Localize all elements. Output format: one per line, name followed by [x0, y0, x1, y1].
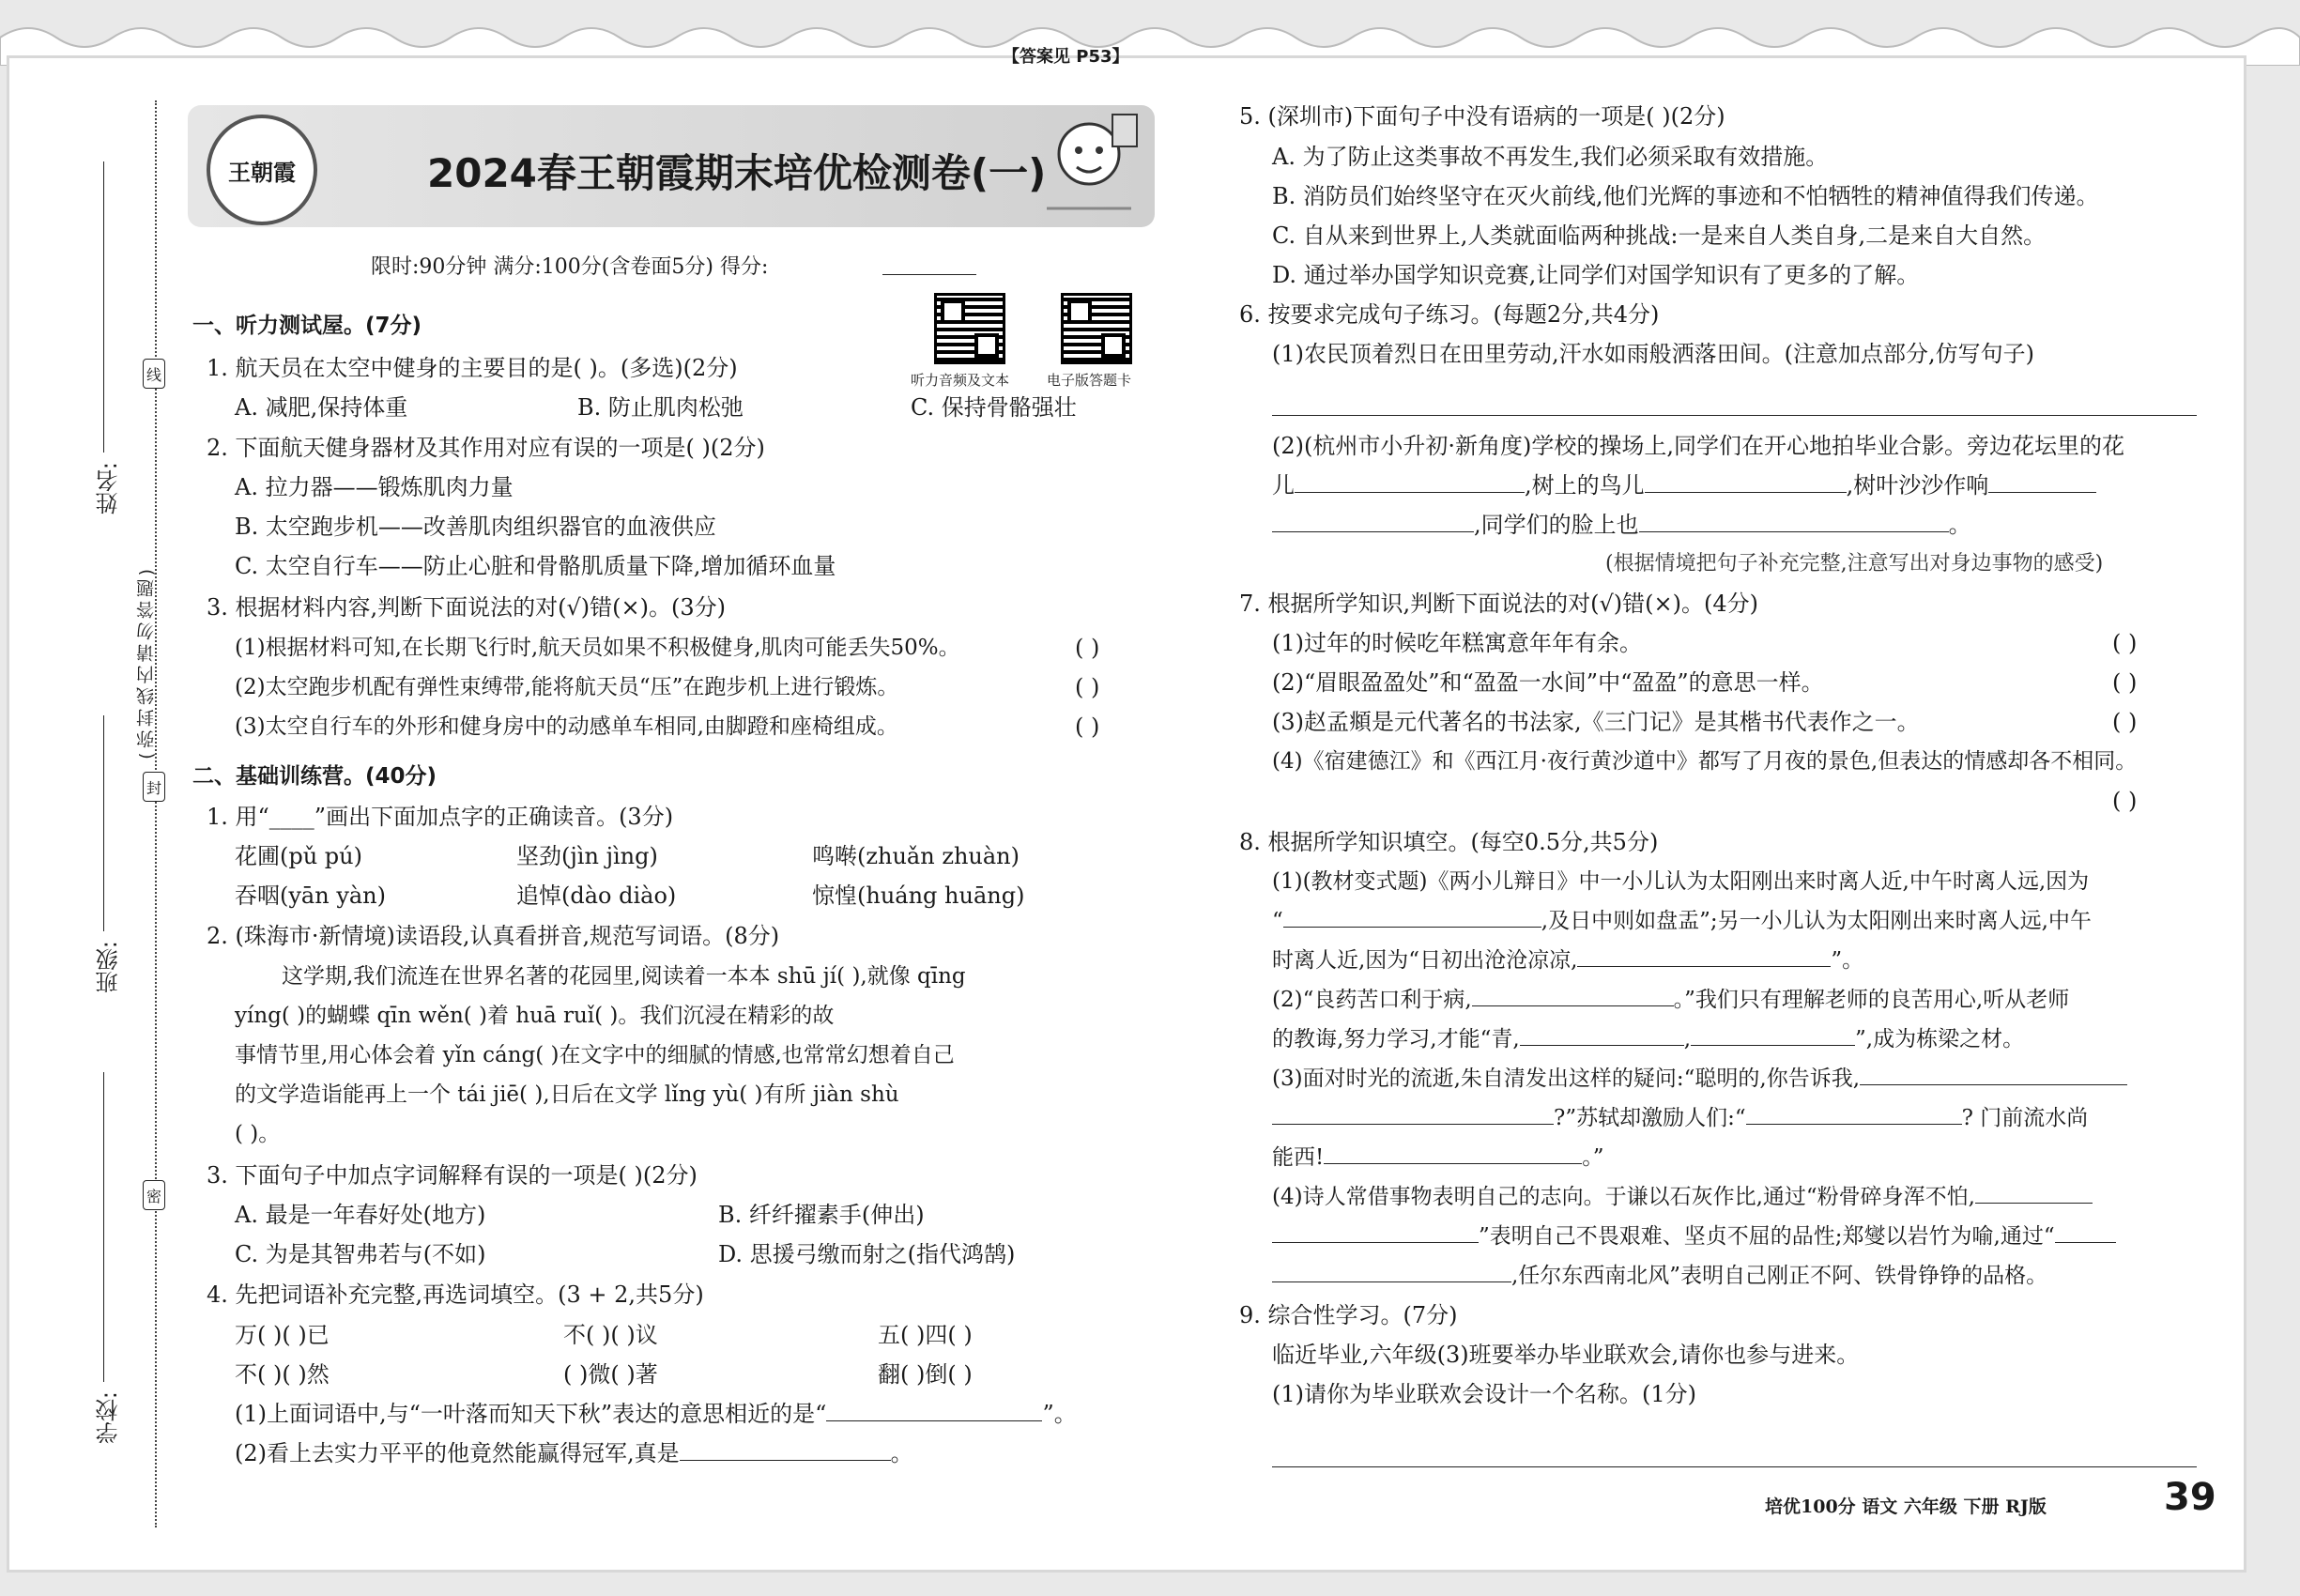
question-6: 6. 按要求完成句子练习。(每题2分,共4分): [1239, 301, 1660, 328]
seal-mark: 封: [143, 772, 165, 802]
q7-answer-4[interactable]: ( ): [2112, 788, 2138, 814]
q8-2-text-a: (2)“良药苦口利于病,: [1272, 988, 1472, 1012]
b4-sub-2-blank[interactable]: [680, 1437, 891, 1461]
b4-sub-1-text: (1)上面词语中,与“一叶落而知天下秋”表达的意思相近的是“: [235, 1401, 827, 1427]
q8-2-comma: ,: [1683, 1027, 1692, 1051]
b2-passage-line-1[interactable]: 这学期,我们流连在世界名著的花园里,阅读着一本本 shū jí( ),就像 qīng: [282, 964, 966, 989]
qr-code-audio[interactable]: [934, 293, 1005, 364]
q8-1-text-b: ,及日中则如盘盂”;另一小儿认为太阳刚出来时离人远,中午: [1541, 909, 2092, 933]
q6-flower-label: 儿: [1272, 472, 1295, 499]
q8-2-blank-b[interactable]: [1520, 1022, 1684, 1046]
section-2-title: 二、基础训练营。(40分): [192, 764, 437, 789]
question-7: 7. 根据所学知识,判断下面说法的对(√)错(×)。(4分): [1239, 591, 1759, 617]
b1-row1-b[interactable]: 坚劲(jìn jìng): [516, 843, 658, 869]
q8-sub-1-line-1: (1)(教材变式题)《两小儿辩日》中一小儿认为太阳刚出来时离人近,中午时离人远,因为: [1272, 869, 2090, 894]
q5-option-b[interactable]: B. 消防员们始终坚守在灭火前线,他们光辉的事迹和不怕牺牲的精神值得我们传递。: [1272, 183, 2099, 209]
qr-answer-card-label: 电子版答题卡: [1047, 372, 1132, 389]
q8-1-text-c-end: ”。: [1831, 948, 1864, 973]
q8-1-blank-a[interactable]: [1283, 904, 1541, 928]
q7-answer-2[interactable]: ( ): [2112, 669, 2138, 696]
q8-sub-4-line-1: [1272, 1178, 2093, 1216]
score-field[interactable]: [882, 274, 976, 275]
q8-sub-1-line-2: [1272, 902, 2092, 940]
b2-passage-line-5[interactable]: ( )。: [235, 1122, 281, 1146]
b2-passage-line-3[interactable]: 事情节里,用心体会着 yǐn cáng( )在文字中的细腻的情感,也常常幻想着自己: [235, 1043, 955, 1067]
q8-4-blank-c[interactable]: [2055, 1220, 2116, 1243]
q6-sub-2-hint: (根据情境把句子补充完整,注意写出对身边事物的感受): [1605, 552, 2104, 575]
b4-idiom-2[interactable]: 不( )( )议: [563, 1322, 658, 1348]
question-9: 9. 综合性学习。(7分): [1239, 1302, 1458, 1328]
b2-passage-line-2[interactable]: yíng( )的蝴蝶 qīn wěn( )着 huā ruǐ( )。我们沉浸在精彩的故: [235, 1004, 835, 1028]
page-number: 39: [2164, 1476, 2216, 1519]
q8-quote-open: “: [1272, 909, 1283, 933]
q6-leaf-blank[interactable]: [1988, 469, 2096, 493]
b4-idiom-3[interactable]: 五( )四( ): [878, 1322, 973, 1348]
q8-3-blank-d[interactable]: [1324, 1141, 1582, 1164]
q8-sub-4-line-2: [1272, 1218, 2116, 1255]
q8-3-text-c: ? 门前流水尚: [1961, 1106, 2089, 1130]
q8-3-text-b: ?”苏轼却激励人们:“: [1554, 1106, 1746, 1130]
q8-sub-2-line-2: [1272, 1021, 2024, 1058]
q7-statement-4: (4)《宿建德江》和《西江月·夜行黄沙道中》都写了月夜的景色,但表达的情感却各不相同。: [1272, 749, 2138, 774]
b3-option-a[interactable]: A. 最是一年春好处(地方): [235, 1202, 486, 1228]
basic-question-3: 3. 下面句子中加点字词解释有误的一项是( )(2分): [207, 1162, 698, 1189]
question-5: 5. (深圳市)下面句子中没有语病的一项是( )(2分): [1239, 103, 1725, 130]
q8-3-blank-b[interactable]: [1272, 1101, 1554, 1125]
q8-sub-4-line-3: [1272, 1257, 2047, 1295]
q8-3-blank-c[interactable]: [1746, 1101, 1962, 1125]
q6-flower-blank[interactable]: [1295, 469, 1525, 493]
q3-statement-2: (2)太空跑步机配有弹性束缚带,能将航天员“压”在跑步机上进行锻炼。: [235, 675, 899, 699]
q1-option-b[interactable]: B. 防止肌肉松弛: [577, 394, 744, 421]
school-field[interactable]: [103, 1072, 104, 1382]
b4-sub-2: [235, 1435, 913, 1472]
basic-question-1: 1. 用“____”画出下面加点字的正确读音。(3分): [207, 804, 674, 830]
b1-row2-a[interactable]: 吞咽(yān yàn): [235, 882, 387, 909]
q8-2-text-b: 。”我们只有理解老师的良苦用心,听从老师: [1673, 988, 2070, 1012]
q8-sub-3-line-3: [1272, 1139, 1604, 1176]
mascot-illustration: [1028, 96, 1150, 218]
decorative-wave-border: [0, 0, 2300, 66]
q6-face-label: ,同学们的脸上也: [1474, 512, 1639, 538]
answer-reference: 【答案见 P53】: [1003, 47, 1129, 67]
footer-info: 培优100分 语文 六年级 下册 RJ版: [1765, 1496, 2047, 1517]
q6-sub-2-line-3: [1272, 506, 1971, 544]
q7-answer-3[interactable]: ( ): [2112, 709, 2138, 735]
exam-sheet: [9, 47, 2244, 1570]
basic-question-4: 4. 先把词语补充完整,再选词填空。(3 + 2,共5分): [207, 1281, 704, 1308]
q8-4-text-c: ,任尔东西南北风”表明自己刚正不阿、铁骨铮铮的品格。: [1511, 1264, 2048, 1288]
q8-2-text-d: ”,成为栋梁之材。: [1855, 1027, 2025, 1051]
q3-answer-1[interactable]: ( ): [1075, 635, 1100, 661]
q6-sub-2-line-2: [1272, 467, 2096, 504]
section-1-title: 一、听力测试屋。(7分): [192, 314, 422, 338]
q6-leaf-label: ,树叶沙沙作响: [1846, 472, 1989, 499]
q2-option-b[interactable]: B. 太空跑步机——改善肌肉组织器官的血液供应: [235, 514, 716, 540]
b4-sub-2-text: (2)看上去实力平平的他竟然能赢得冠军,真是: [235, 1440, 680, 1466]
q3-statement-3: (3)太空自行车的外形和健身房中的动感单车相同,由脚蹬和座椅组成。: [235, 714, 898, 739]
b1-row1-a[interactable]: 花圃(pǔ pú): [235, 843, 362, 869]
school-label: 学校:: [96, 1391, 122, 1445]
b4-idiom-6[interactable]: 翻( )倒( ): [878, 1361, 973, 1388]
b4-sub-1-blank[interactable]: [826, 1398, 1042, 1421]
q7-statement-2: (2)“眉眼盈盈处”和“盈盈一水间”中“盈盈”的意思一样。: [1272, 669, 1824, 696]
q8-2-blank-c[interactable]: [1691, 1022, 1855, 1046]
q8-sub-3-line-1: [1272, 1060, 2127, 1097]
q8-sub-2-line-1: [1272, 981, 2069, 1019]
q8-4-text-b: ”表明自己不畏艰难、坚贞不屈的品性;郑燮以岩竹为喻,通过“: [1479, 1224, 2055, 1249]
q5-option-c[interactable]: C. 自从来到世界上,人类就面临两种挑战:一是来自人类自身,二是来自大自然。: [1272, 223, 2047, 249]
seal-note: (弥封线内请勿答题): [136, 565, 157, 760]
q8-3-blank-a[interactable]: [1860, 1062, 2127, 1085]
q3-answer-2[interactable]: ( ): [1075, 674, 1100, 700]
b4-sub-1-end: ”。: [1042, 1401, 1077, 1427]
q6-sub-1: (1)农民顶着烈日在田里劳动,汗水如雨般洒落田间。(注意加点部分,仿写句子): [1272, 341, 2034, 367]
binding-dotted-line: [155, 100, 157, 1527]
question-8: 8. 根据所学知识填空。(每空0.5分,共5分): [1239, 829, 1659, 855]
q7-statement-1: (1)过年的时候吃年糕寓意年年有余。: [1272, 630, 1642, 656]
q8-2-blank-a[interactable]: [1472, 983, 1674, 1006]
page-title: 2024春王朝霞期末培优检测卷(一): [427, 150, 1047, 196]
b4-sub-2-end: 。: [890, 1440, 913, 1466]
q6-bird-label: ,树上的鸟儿: [1525, 472, 1645, 499]
q6-bird-blank[interactable]: [1645, 469, 1847, 493]
b4-idiom-5[interactable]: ( )微( )著: [563, 1361, 658, 1388]
q6-leaf-blank-cont[interactable]: [1272, 509, 1474, 532]
q7-answer-1[interactable]: ( ): [2112, 630, 2138, 656]
q9-intro: 临近毕业,六年级(3)班要举办毕业联欢会,请你也参与进来。: [1272, 1342, 1860, 1368]
b3-option-b[interactable]: B. 纤纤擢素手(伸出): [718, 1202, 925, 1228]
q8-3-text-d: 能西!: [1272, 1145, 1325, 1170]
name-field[interactable]: [103, 161, 104, 453]
b1-row2-b[interactable]: 追悼(dào diào): [516, 882, 677, 909]
q6-face-end: 。: [1948, 512, 1971, 538]
name-label: 姓名:: [96, 462, 122, 515]
q3-answer-3[interactable]: ( ): [1075, 714, 1100, 740]
q5-option-a[interactable]: A. 为了防止这类事故不再发生,我们必须采取有效措施。: [1272, 144, 1829, 170]
b3-option-c[interactable]: C. 为是其智弗若与(不如): [235, 1241, 486, 1267]
q8-3-text-a: (3)面对时光的流逝,朱自清发出这样的疑问:“聪明的,你告诉我,: [1272, 1067, 1861, 1091]
b4-sub-1: [235, 1395, 1077, 1433]
q8-sub-3-line-2: [1272, 1099, 2088, 1137]
q2-option-c[interactable]: C. 太空自行车——防止心脏和骨骼肌质量下降,增加循环血量: [235, 553, 836, 579]
q8-1-blank-b[interactable]: [1577, 944, 1831, 967]
q9-answer-line[interactable]: [1272, 1466, 2197, 1467]
q6-sub-2-line-1: (2)(杭州市小升初·新角度)学校的操场上,同学们在开心地拍毕业合影。旁边花坛里的花: [1272, 433, 2124, 459]
b2-passage-line-4[interactable]: 的文学造诣能再上一个 tái jiē( ),日后在文学 lǐng yù( )有所 jiàn shù: [235, 1082, 899, 1107]
q8-4-blank-a[interactable]: [1975, 1180, 2093, 1204]
basic-question-2: 2. (珠海市·新情境)读语段,认真看拼音,规范写词语。(8分): [207, 923, 780, 949]
q6-face-blank[interactable]: [1639, 509, 1949, 532]
question-2: 2. 下面航天健身器材及其作用对应有误的一项是( )(2分): [207, 435, 765, 461]
q6-answer-line-1[interactable]: [1272, 415, 2197, 416]
q3-statement-1: (1)根据材料可知,在长期飞行时,航天员如果不积极健身,肌肉可能丢失50%。: [235, 636, 960, 660]
q8-1-text-c: 时离人近,因为“日初出沧沧凉凉,: [1272, 948, 1578, 973]
b4-idiom-4[interactable]: 不( )( )然: [235, 1361, 330, 1388]
q1-option-c[interactable]: C. 保持骨骼强壮: [911, 394, 1077, 421]
b3-option-d[interactable]: D. 思援弓缴而射之(指代鸿鹄): [718, 1241, 1016, 1267]
b4-idiom-1[interactable]: 万( )( )已: [235, 1322, 330, 1348]
question-1: 1. 航天员在太空中健身的主要目的是( )。(多选)(2分): [207, 355, 738, 381]
q7-statement-3: (3)赵孟頫是元代著名的书法家,《三门记》是其楷书代表作之一。: [1272, 709, 1920, 735]
line-mark: 线: [143, 359, 165, 389]
b1-row2-c[interactable]: 惊惶(huáng huāng): [812, 882, 1025, 909]
q9-sub-1: (1)请你为毕业联欢会设计一个名称。(1分): [1272, 1381, 1696, 1407]
q8-4-text-a: (4)诗人常借事物表明自己的志向。于谦以石灰作比,通过“粉骨碎身浑不怕,: [1272, 1185, 1975, 1209]
question-3: 3. 根据材料内容,判断下面说法的对(√)错(×)。(3分): [207, 594, 727, 621]
q2-option-a[interactable]: A. 拉力器——锻炼肌肉力量: [235, 474, 514, 500]
class-field[interactable]: [103, 715, 104, 931]
seal2-mark: 密: [143, 1180, 165, 1210]
q5-option-d[interactable]: D. 通过举办国学知识竞赛,让同学们对国学知识有了更多的了解。: [1272, 262, 1920, 288]
b1-row1-c[interactable]: 鸣啭(zhuǎn zhuàn): [812, 843, 1020, 869]
class-label: 班级:: [96, 941, 122, 994]
q8-sub-1-line-3: [1272, 942, 1863, 979]
q8-3-text-e: 。”: [1582, 1145, 1604, 1170]
q1-option-a[interactable]: A. 减肥,保持体重: [235, 394, 408, 421]
q8-4-blank-b[interactable]: [1272, 1220, 1479, 1243]
logo-text: 王朝霞: [228, 158, 296, 186]
q8-2-text-c: 的教诲,努力学习,才能“青,: [1272, 1027, 1520, 1051]
exam-meta: 限时:90分钟 满分:100分(含卷面5分) 得分:: [371, 255, 769, 279]
brand-logo: [207, 115, 317, 225]
q8-4-blank-d[interactable]: [1272, 1259, 1511, 1282]
qr-audio-label: 听力音频及文本: [911, 372, 1010, 389]
qr-code-answer-card[interactable]: [1061, 293, 1132, 364]
